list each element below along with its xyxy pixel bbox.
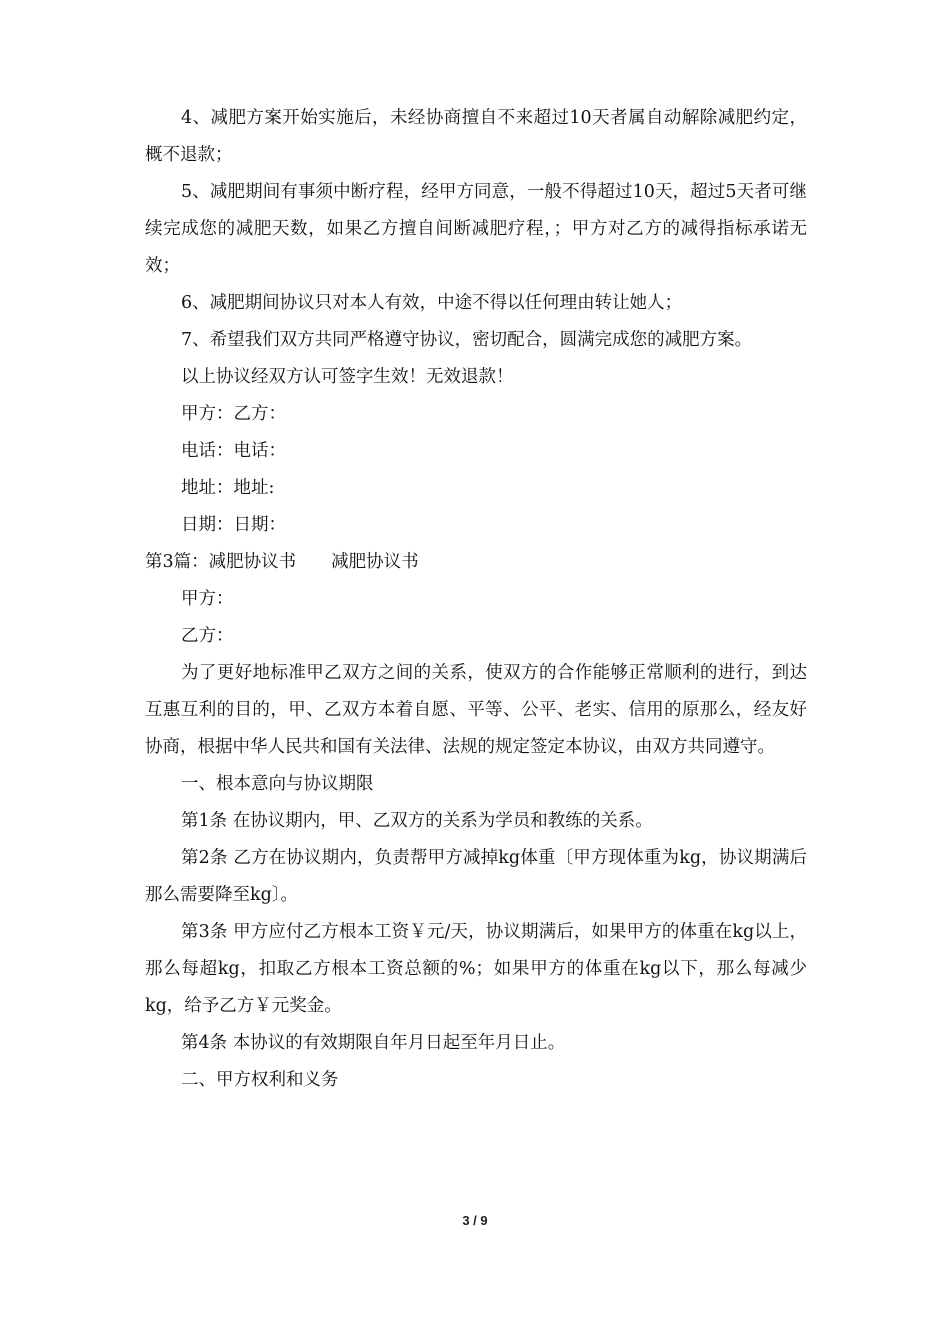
clause: 第3条 甲方应付乙方根本工资￥元/天，协议期满后，如果甲方的体重在kg以上，那么每超kg，扣取乙方根本工资总额的%；如果甲方的体重在kg以下，那么每减少kg，给予乙方￥元奖金。 xyxy=(145,922,807,1016)
clause: 第4条 本协议的有效期限自年月日起至年月日止。 xyxy=(181,1033,566,1053)
paragraph: 7、希望我们双方共同严格遵守协议，密切配合，圆满完成您的减肥方案。 xyxy=(181,330,753,350)
paragraph: 4、减肥方案开始实施后，未经协商擅自不来超过10天者属自动解除减肥约定，概不退款； xyxy=(145,108,807,165)
signature-line-phone: 电话：电话： xyxy=(181,441,286,461)
signature-line-date: 日期：日期： xyxy=(181,515,286,535)
document-body xyxy=(145,100,807,1099)
paragraph: 6、减肥期间协议只对本人有效，中途不得以任何理由转让她人； xyxy=(181,293,683,313)
clause-heading: 二、甲方权利和义务 xyxy=(181,1070,339,1090)
party-b-line: 乙方： xyxy=(181,626,234,646)
clause: 第1条 在协议期内，甲、乙双方的关系为学员和教练的关系。 xyxy=(181,811,653,831)
signature-line-address: 地址：地址: xyxy=(181,478,275,498)
paragraph: 以上协议经双方认可签字生效！无效退款！ xyxy=(181,367,514,387)
section-heading: 第3篇：减肥协议书 减肥协议书 xyxy=(145,552,419,572)
clause-heading: 一、根本意向与协议期限 xyxy=(181,774,374,794)
paragraph: 5、减肥期间有事须中断疗程，经甲方同意，一般不得超过10天，超过5天者可继续完成您的减肥天数，如果乙方擅自间断减肥疗程，；甲方对乙方的减得指标承诺无效； xyxy=(145,182,807,276)
clause: 第2条 乙方在协议期内，负责帮甲方减掉kg体重〔甲方现体重为kg，协议期满后那么需要降至kg〕。 xyxy=(145,848,807,905)
signature-line-parties: 甲方：乙方： xyxy=(181,404,286,424)
paragraph: 为了更好地标准甲乙双方之间的关系，使双方的合作能够正常顺利的进行，到达互惠互利的目的，甲、乙双方本着自愿、平等、公平、老实、信用的原那么，经友好协商，根据中华人民共和国有关法律、法规的规定签定本协议，由双方共同遵守。 xyxy=(145,663,807,757)
party-a-line: 甲方： xyxy=(181,589,234,609)
page-number: 3 / 9 xyxy=(462,1213,488,1228)
